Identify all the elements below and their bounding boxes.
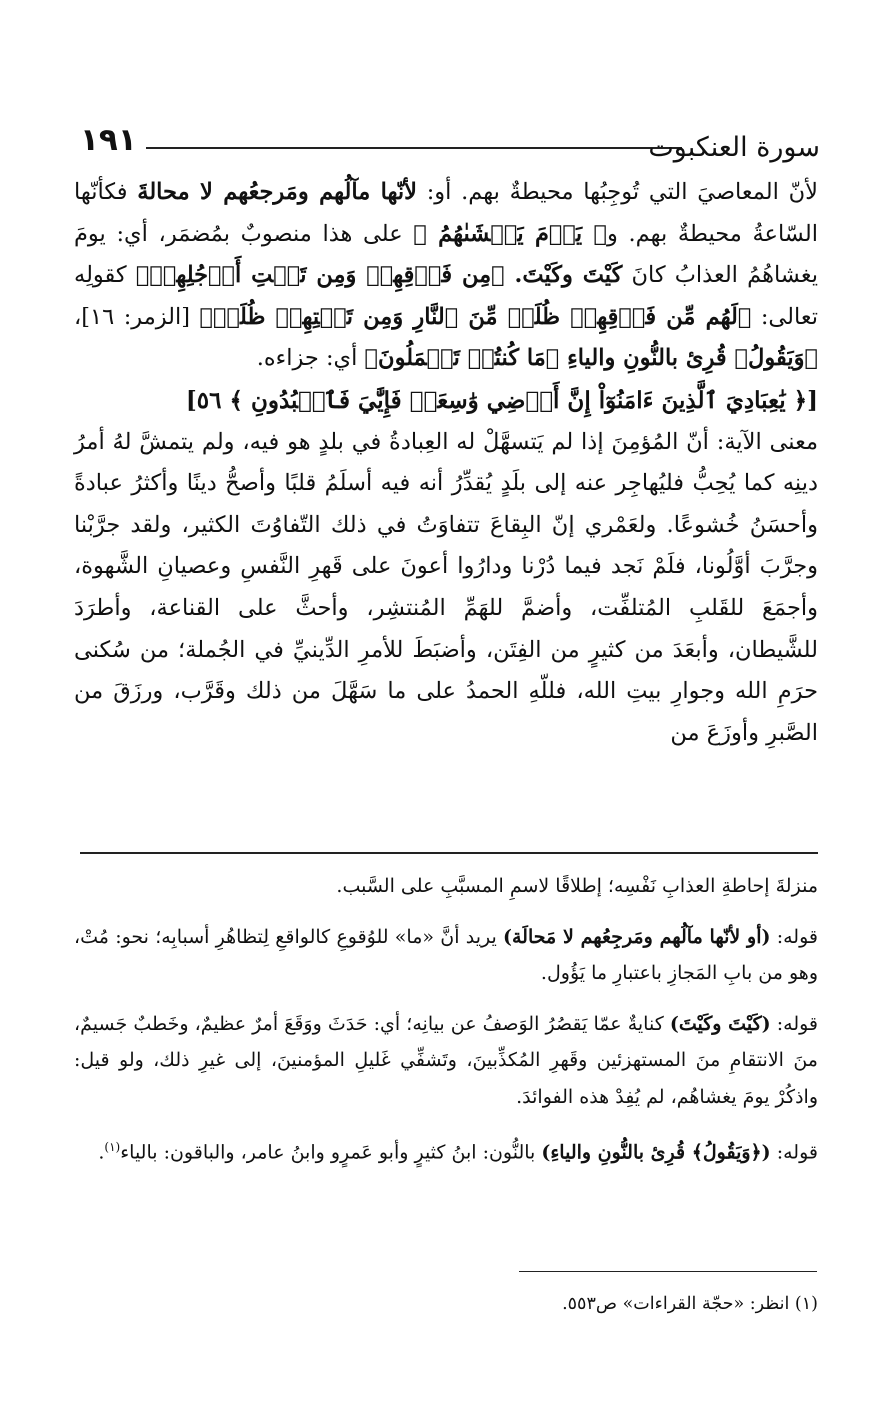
p1-h: كقولِه تعالى: [74,262,818,330]
note-3 [74,1006,818,1116]
page-number: ١٩١ [80,122,137,158]
note-4-lead: قوله: [770,1141,818,1164]
footnote-rule [519,1271,817,1272]
p1-k: ﴿وَيَقُولُ﴾ قُرِئ بالنُّونِ والياءِ [567,345,818,372]
note-2 [74,919,818,992]
note-4-quote: (﴿وَيَقُولُ﴾ قُرِئ بالنُّونِ والياءِ) [541,1141,771,1164]
note-4-body: بالنُّون: ابنُ كثيرٍ وأبو عَمرٍو وابنُ عامر، والباقون: بالياء [120,1141,542,1164]
surah-title: سورة العنكبوت [648,132,820,163]
note-3-quote: (كَيْتَ وكَيْتَ) [669,1012,771,1035]
verse-heading: [﴿ يَٰعِبَادِيَ ٱلَّذِينَ ءَامَنُوٓاْ إِنَّ أَرۡضِي وَٰسِعَةٞ فَإِيَّٰيَ فَٱعۡبُدُونِ ﴾ ٥٦] [185,386,818,414]
note-3-lead: قوله: [770,1012,819,1035]
note-1: منزلةَ إحاطةِ العذابِ نَفْسِه؛ إطلاقًا لاسمِ المسبَّبِ على السَّبب. [336,875,818,897]
p1-m: أي: جزاءه. [256,345,365,372]
p1-g: ﴿مِن فَوۡقِهِمۡ وَمِن تَحۡتِ أَرۡجُلِهِمۡ﴾ [135,262,515,289]
paragraph-2: معنى الآية: أنّ المُؤمِنَ إذا لم يَتسهَّلْ له العِبادةُ في بلدٍ هو فيه، ولم يتمشَّ لهُ أمرُ دينِه كما يُحِبُّ فليُهاجِر عنه إلى بلَدٍ يُقدِّرُ أنه فيه أسلَمُ قلبًا وأصحُّ دينًا وأكثرُ عبادةً وأحسَنُ خُشوعًا. ولعَمْري إنّ البِقاعَ تتفاوَتُ في ذلك التّفاوُتَ الكثير، ولقد جرَّبْنا وجرَّبَ أوَّلُونا، فلَمْ نَجد فيما دُرْنا ودارُوا أعونَ على قَهرِ النَّفسِ وعصيانِ الشَّهوة، وأجمَعَ للقَلبِ المُتلفِّت، وأضمَّ للهَمِّ المُنتشِر، وأحثَّ على القناعة، وأطرَدَ للشَّيطان، وأبعَدَ من كثيرٍ من الفِتَن، وأضبَطَ للأمرِ الدِّينيِّ في الجُملة؛ من سُكنى حرَمِ الله وجوارِ بيتِ الله، فللّهِ الحمدُ على ما سَهَّلَ من ذلك وقَرَّب، ورزَقَ من الصَّبرِ وأوزَعَ من [74,428,818,746]
p1-f: كَيْتَ وكَيْتَ. [514,262,623,289]
note-2-quote: (أو لأنّها مآلُهم ومَرجِعُهم لا مَحالَة) [502,925,771,948]
p1-l: ﴿مَا كُنتُمۡ تَعۡمَلُونَ﴾ [364,345,568,372]
main-text [74,172,818,754]
note-4 [74,1129,818,1171]
note-2-body: يريد أنَّ «ما» للوُقوعِ كالواقعِ لِتظاهُرِ أسبابِه؛ نحو: مُتْ، وهو من بابِ المَجازِ باعتبارِ ما يَؤُول. [74,925,818,984]
note-4-end: . [98,1141,105,1164]
footnote-marker: (١) [104,1140,121,1154]
header-rule [146,147,682,149]
page-header [80,118,820,168]
note-2-lead: قوله: [770,925,818,948]
p1-d: ﴿ يَوۡمَ يَغۡشَىٰهُمُ ﴾ [413,220,607,247]
p1-a: لأنّ المعاصيَ التي تُوجِبُها محيطةٌ بهم. أو: [416,179,818,205]
p1-e: على هذا منصوبٌ بمُضمَر، أي: يومَ يغشاهُمُ العذابُ كانَ [74,220,818,289]
p1-c: فكأنّها السّاعةُ محيطةٌ بهم. و [74,179,818,247]
note-3-body: كنايةٌ عمّا يَقصُرُ الوَصفُ عن بيانِه؛ أي: حَدَثَ ووَقَعَ أمرٌ عظيمٌ، وخَطبٌ جَسيمٌ، منَ الانتقامِ منَ المستهزئين وقَهرِ المُكذِّبينَ، وتَشفِّي غَليلِ المؤمنينَ، إلى غيرِ ذلك، ولو قيل: واذكُرْ يومَ يغشاهُم، لم يُفِدْ هذه الفوائدَ. [74,1012,818,1108]
footnote: (١) انظر: «حجّة القراءات» ص٥٥٣. [562,1294,818,1314]
p1-b: لأنّها مآلُهم ومَرجعُهم لا محالةَ [137,179,417,205]
separator-rule [80,852,818,854]
paragraph-1 [74,172,818,380]
p1-j: [الزمر: ١٦]، [74,303,200,330]
commentary-notes [74,868,818,1185]
p1-i: ﴿لَهُم مِّن فَوۡقِهِمۡ ظُلَلٞ مِّنَ ٱلنَّارِ وَمِن تَحۡتِهِمۡ ظُلَلٞ﴾ [199,303,752,330]
